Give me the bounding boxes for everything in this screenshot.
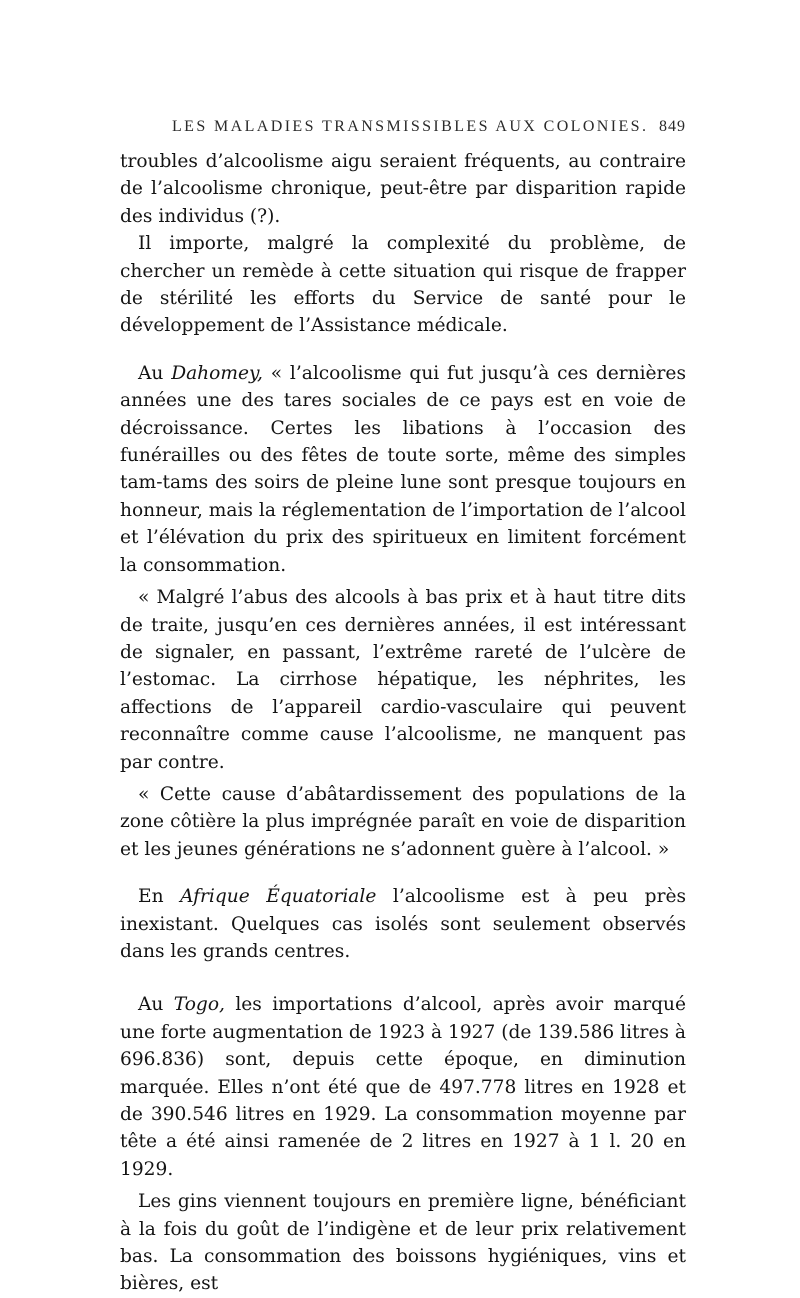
page-number: 849 — [659, 118, 686, 135]
paragraph: « Cette cause d’abâtardissement des populations de la zone côtière la plus imprégnée paraît en voie de disparition et les jeunes générations ne s’adonnent guère à l’alcool. » — [120, 783, 686, 860]
paragraph-afrique-equatoriale: En Afrique Équatoriale l’alcoolisme est à peu près inexistant. Quelques cas isolés sont seulement observés dans les grands centres. — [120, 886, 686, 962]
paragraph-dahomey: Au Dahomey, « l’alcoolisme qui fut jusqu’à ces dernières années une des tares sociales de ce pays est en voie de décroissance. Certes les libations à l’occasion des funérailles ou des fêtes de toute sorte, même des simples tam-tams des soirs de pleine lune sont presque toujours en honneur, mais la réglementation de l’importation de l’alcool et l’élévation du prix des spiritueux en limitent forcément la consommation. — [120, 362, 686, 576]
paragraph: « Malgré l’abus des alcools à bas prix et à haut titre dits de traite, jusqu’en ces dernières années, il est intéressant de signaler, en passant, l’extrême rareté de l’ulcère de l’estomac. La cirrhose hépatique, les néphrites, les affections de l’appareil cardio-vasculaire qui peuvent reconnaître comme cause l’alcoolisme, ne manquent pas par contre. — [120, 587, 686, 773]
running-title: LES MALADIES TRANSMISSIBLES AUX COLONIES. — [172, 118, 649, 135]
place-name: Togo, — [173, 994, 225, 1016]
running-header — [120, 112, 686, 142]
paragraph: Les gins viennent toujours en première ligne, bénéficiant à la fois du goût de l’indigène et de leur prix relativement bas. La consommation des boissons hygiéniques, vins et bières, est — [120, 1191, 686, 1295]
paragraph: Il importe, malgré la complexité du problème, de chercher un remède à cette situation qui risque de frapper de stérilité les efforts du Service de santé pour le développement de l’Assistance médicale. — [120, 233, 686, 337]
paragraph: troubles d’alcoolisme aigu seraient fréquents, au contraire de l’alcoolisme chronique, peut-être par disparition rapide des individus (?). — [120, 151, 686, 227]
body-text — [120, 148, 686, 1298]
document-page — [120, 112, 686, 1298]
paragraph-togo: Au Togo, les importations d’alcool, après avoir marqué une forte augmentation de 1923 à 1927 (de 139.586 litres à 696.836) sont, depuis cette époque, en diminution marquée. Elles n’ont été que de 497.778 litres en 1928 et de 390.546 litres en 1929. La consommation moyenne par tête a été ainsi ramenée de 2 litres en 1927 à 1 l. 20 en 1929. — [120, 994, 686, 1180]
place-name: Afrique Équatoriale — [180, 886, 377, 908]
place-name: Dahomey, — [171, 362, 263, 384]
